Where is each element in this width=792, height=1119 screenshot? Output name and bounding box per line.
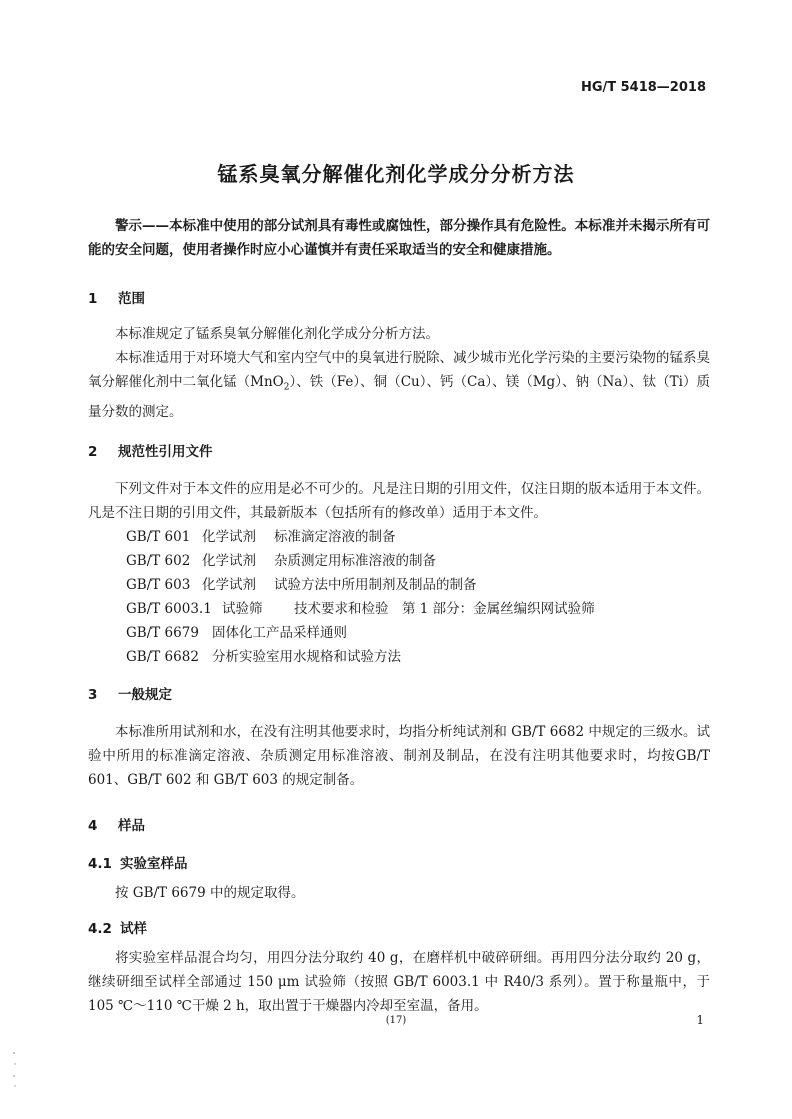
reference-name: 固体化工产品采样通则 bbox=[212, 625, 347, 641]
section-title: 实验室样品 bbox=[120, 856, 188, 872]
reference-item bbox=[126, 525, 595, 549]
reference-code: GB/T 6003.1 bbox=[126, 601, 212, 617]
subscript-2: 2 bbox=[283, 382, 290, 393]
reference-item bbox=[126, 549, 595, 573]
reference-category: 试验筛 bbox=[222, 601, 263, 617]
footer-sequence: (17) bbox=[385, 1015, 407, 1026]
section-title: 一般规定 bbox=[118, 687, 172, 703]
scope-text-a: 本标准适用于对环境大气和室内空气中的臭氧进行脱除、减少城市光化学污染的主要污染物的锰系臭氧分解催化剂中二氧化锰（MnO bbox=[88, 350, 710, 390]
section-number: 3 bbox=[88, 687, 98, 703]
section-number: 4 bbox=[88, 818, 98, 834]
reference-name: 技术要求和检验 第 1 部分：金属丝编织网试验筛 bbox=[294, 601, 595, 617]
reference-item bbox=[126, 621, 595, 645]
section-1-heading bbox=[88, 287, 145, 307]
reference-name: 标准滴定溶液的制备 bbox=[274, 529, 396, 545]
scan-margin-marks bbox=[12, 1050, 18, 1090]
reference-code: GB/T 601 bbox=[126, 529, 191, 545]
section-4-2-heading bbox=[88, 917, 147, 937]
section-number: 4.1 bbox=[88, 856, 112, 872]
general-provisions-paragraph: 本标准所用试剂和水，在没有注明其他要求时，均指分析纯试剂和 GB/T 6682 中规定的三级水。试验中所用的标准滴定溶液、杂质测定用标准溶液、制剂及制品，在没有注明其他要求时，均按GB/T 601、GB/T 602 和 GB/T 603 的规定制备。 bbox=[88, 724, 710, 788]
standard-code: HG/T 5418—2018 bbox=[580, 80, 706, 95]
reference-item bbox=[126, 597, 595, 621]
reference-name: 分析实验室用水规格和试验方法 bbox=[212, 649, 401, 665]
reference-category: 化学试剂 bbox=[202, 529, 256, 545]
laboratory-sample-paragraph: 按 GB/T 6679 中的规定取得。 bbox=[115, 885, 305, 901]
scope-text-b: ）、铁（Fe）、铜（Cu）、钙（Ca）、镁（Mg）、钠（Na）、钛（Ti）质量分数的测定。 bbox=[88, 374, 710, 420]
section-title: 样品 bbox=[118, 818, 145, 834]
section-number: 4.2 bbox=[88, 921, 112, 937]
warning-paragraph: 警示——本标准中使用的部分试剂具有毒性或腐蚀性，部分操作具有危险性。本标准并未揭示所有可能的安全问题，使用者操作时应小心谨慎并有责任采取适当的安全和健康措施。 bbox=[88, 218, 710, 258]
section-title: 规范性引用文件 bbox=[118, 444, 213, 460]
page-number: 1 bbox=[696, 1013, 704, 1027]
reference-code: GB/T 6682 bbox=[126, 649, 199, 665]
reference-item bbox=[126, 573, 595, 597]
reference-code: GB/T 603 bbox=[126, 577, 191, 593]
section-number: 1 bbox=[88, 291, 98, 307]
section-4-1-heading bbox=[88, 852, 188, 872]
section-title: 范围 bbox=[118, 291, 145, 307]
reference-item bbox=[126, 645, 595, 669]
reference-list bbox=[126, 525, 595, 669]
reference-name: 试验方法中所用制剂及制品的制备 bbox=[274, 577, 477, 593]
reference-code: GB/T 6679 bbox=[126, 625, 199, 641]
section-2-heading bbox=[88, 440, 213, 460]
references-intro: 下列文件对于本文件的应用是必不可少的。凡是注日期的引用文件，仅注日期的版本适用于本文件。凡是不注日期的引用文件，其最新版本（包括所有的修改单）适用于本文件。 bbox=[88, 481, 710, 521]
scope-paragraph-1: 本标准规定了锰系臭氧分解催化剂化学成分分析方法。 bbox=[115, 326, 439, 342]
section-number: 2 bbox=[88, 444, 98, 460]
test-sample-paragraph: 将实验室样品混合均匀，用四分法分取约 40 g，在磨样机中破碎研细。再用四分法分取约 20 g，继续研细至试样全部通过 150 μm 试验筛（按照 GB/T 6003.1 中 R40/3 系列）。置于称量瓶中，于105 ℃～110 ℃干燥 2 h，取出置于干燥器内冷却至室温，备用。 bbox=[88, 950, 710, 1014]
section-4-heading bbox=[88, 814, 145, 834]
section-3-heading bbox=[88, 683, 172, 703]
reference-category: 化学试剂 bbox=[202, 577, 256, 593]
reference-category: 化学试剂 bbox=[202, 553, 256, 569]
reference-name: 杂质测定用标准溶液的制备 bbox=[274, 553, 436, 569]
scope-paragraph-2 bbox=[88, 346, 710, 424]
section-title: 试样 bbox=[120, 921, 147, 937]
reference-code: GB/T 602 bbox=[126, 553, 191, 569]
document-title: 锰系臭氧分解催化剂化学成分分析方法 bbox=[217, 162, 575, 186]
